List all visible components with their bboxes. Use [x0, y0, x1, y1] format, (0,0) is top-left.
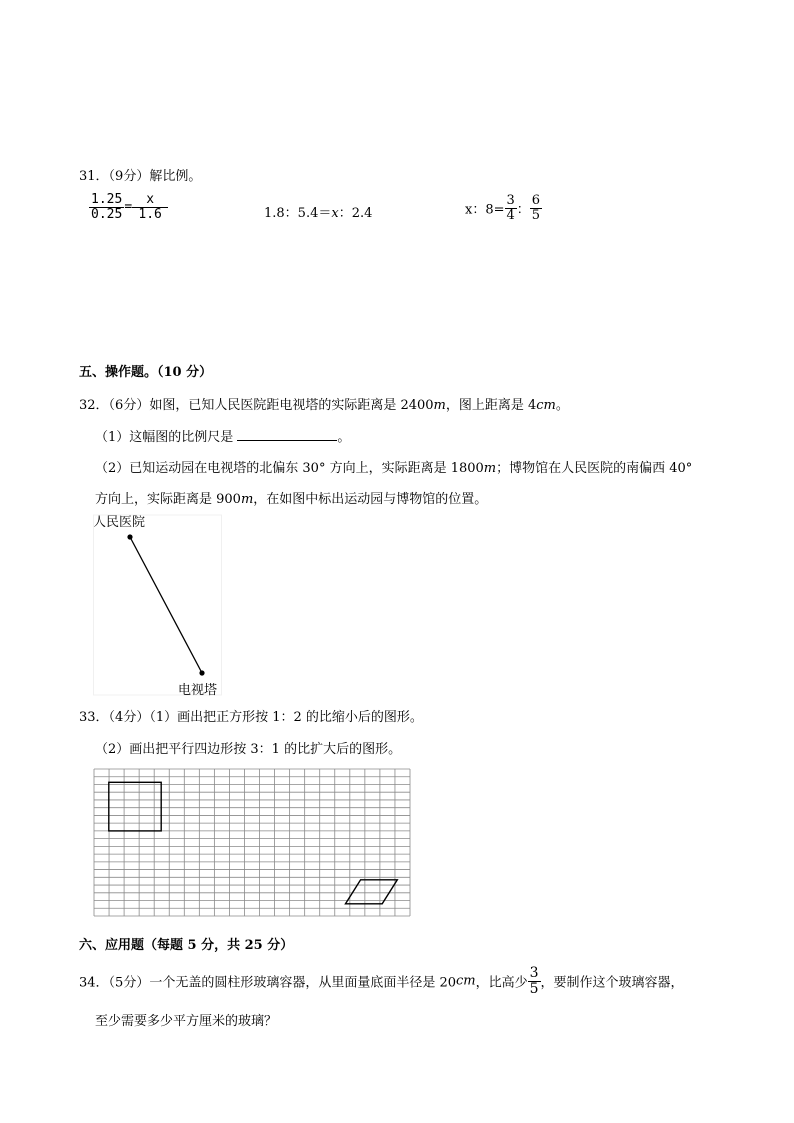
q32-part2-unit-m-2: m [240, 492, 254, 507]
eq3-frac1-denominator: 4 [506, 207, 515, 223]
q31-equation-2 [264, 202, 372, 221]
map-svg [93, 511, 223, 697]
q31-equation-1 [89, 193, 168, 221]
eq3-frac1-numerator: 3 [506, 193, 515, 208]
eq1-denominator-left: 0.25 [91, 206, 123, 222]
square-shape [109, 782, 161, 831]
q32-intro-b: ，图上距离是 4 [445, 398, 537, 413]
q34-line1-a: 34．（5分）一个无盖的圆柱形玻璃容器，从里面量底面半径是 20 [79, 975, 456, 991]
q31-title: 31．（9分）解比例。 [79, 169, 202, 184]
eq3-lead: x：8= [465, 202, 505, 218]
q32-part2-line2-b: ，在如图中标出运动园与博物馆的位置。 [253, 492, 488, 507]
q32-part2-line1 [95, 457, 692, 476]
q34-fraction-numerator: 3 [529, 965, 539, 981]
q33-grid[interactable] [93, 768, 411, 917]
eq1-denominator-right: 1.6 [138, 206, 162, 222]
q32-intro-c: 。 [555, 398, 569, 413]
q32-part2-unit-m-1: m [483, 461, 497, 476]
hospital-tower-segment [130, 537, 202, 673]
q32-unit-cm: cm [536, 398, 556, 413]
q34-line1-b: ，比高少 [475, 975, 528, 991]
section-6-heading: 六、应用题（每题 5 分，共 25 分） [79, 938, 294, 953]
q34-line1 [79, 966, 684, 996]
q32-map-figure [93, 511, 223, 697]
q31-equation-3 [465, 194, 542, 222]
q32-intro-a: 32．（6分）如图，已知人民医院距电视塔的实际距离是 2400 [79, 398, 434, 413]
q34-unit-cm: cm [456, 973, 476, 989]
q34-line2: 至少需要多少平方厘米的玻璃？ [95, 1014, 278, 1029]
tv-tower-point[interactable] [199, 670, 204, 675]
figure-frame [94, 515, 222, 695]
q34-line1-c: ，要制作这个玻璃容器， [540, 975, 684, 991]
q33-line1: 33．（4分）（1）画出把正方形按 1：2 的比缩小后的图形。 [79, 710, 423, 725]
hospital-label: 人民医院 [93, 515, 146, 530]
eq2-text: 1.8：5.4＝ [264, 206, 332, 221]
q32-part1-end: 。 [337, 430, 351, 445]
grid-lines [94, 769, 410, 916]
scale-answer-blank[interactable] [237, 428, 337, 441]
hospital-point[interactable] [127, 534, 132, 539]
eq1-numerator-right: x [132, 193, 168, 208]
q32-unit-m: m [433, 398, 446, 413]
eq1-equals: = [124, 199, 133, 215]
q32-part1-text: （1）这幅图的比例尺是 [95, 430, 234, 445]
eq2-variable: x [331, 206, 339, 221]
q32-part2-line1-a: （2）已知运动园在电视塔的北偏东 30° 方向上，实际距离是 1800 [95, 461, 484, 476]
q32-part2-line2-a: 方向上，实际距离是 900 [95, 492, 241, 507]
eq3-frac2-numerator: 6 [531, 193, 541, 208]
q32-intro [79, 394, 569, 413]
q33-line2: （2）画出把平行四边形按 3：1 的比扩大后的图形。 [95, 742, 402, 757]
q32-part2-line1-b: ；博物馆在人民医院的南偏西 40° [496, 461, 693, 476]
q34-fraction-denominator: 5 [529, 980, 539, 997]
q32-part2-line2 [95, 488, 487, 507]
eq1-numerator-left: 1.25 [91, 192, 123, 207]
eq3-colon: ： [516, 202, 530, 218]
eq3-frac2-denominator: 5 [531, 207, 541, 223]
q32-part1 [95, 426, 350, 445]
section-5-heading: 五、操作题。（10 分） [79, 365, 213, 380]
tv-tower-label: 电视塔 [178, 683, 218, 698]
eq2-tail: ：2.4 [338, 206, 373, 221]
